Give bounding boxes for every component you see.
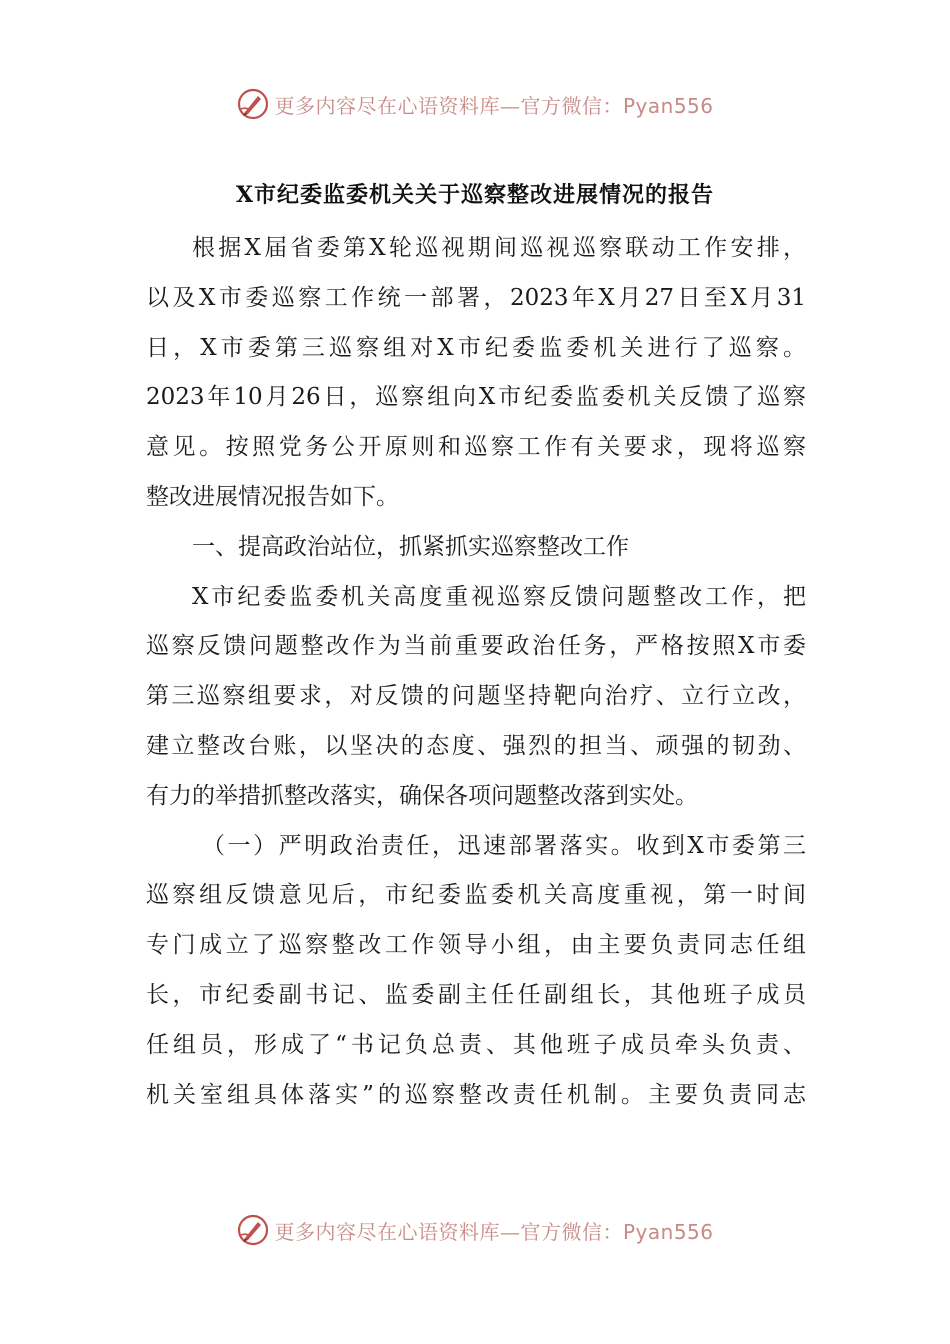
- body-line: 机关室组具体落实”的巡察整改责任机制。主要负责同志: [146, 1081, 806, 1108]
- document-title: X市纪委监委机关关于巡察整改进展情况的报告: [235, 182, 715, 208]
- body-line: 以及X市委巡察工作统一部署，2023年X月27日至X月31: [146, 284, 806, 311]
- watermark-text: [274, 1216, 713, 1245]
- body-line: 根据X届省委第X轮巡视期间巡视巡察联动工作安排，: [192, 235, 806, 261]
- body-line: 整改进展情况报告如下。: [146, 483, 399, 510]
- body-line: 第三巡察组要求，对反馈的问题坚持靶向治疗、立行立改，: [146, 683, 806, 710]
- footer-watermark: [0, 1210, 950, 1250]
- body-line: 专门成立了巡察整改工作领导小组，由主要负责同志任组: [146, 932, 806, 959]
- body-line: 2023年10月26日，巡察组向X市纪委监委机关反馈了巡察: [146, 384, 806, 411]
- watermark-id: Pyan556: [622, 93, 714, 118]
- body-line: 日，X市委第三巡察组对X市纪委监委机关进行了巡察。: [146, 334, 806, 361]
- body-line: 巡察反馈问题整改作为当前重要政治任务，严格按照X市委: [146, 633, 806, 660]
- body-line: 长，市纪委副书记、监委副主任任副组长，其他班子成员: [146, 981, 806, 1008]
- watermark-prefix: 更多内容尽在心语资料库—官方微信：: [274, 1219, 623, 1244]
- body-line: 有力的举措抓整改落实，确保各项问题整改落到实处。: [146, 782, 698, 809]
- watermark-text: [274, 90, 713, 119]
- document-body: [146, 224, 806, 1120]
- pen-logo-icon: [236, 1213, 270, 1247]
- watermark-prefix: 更多内容尽在心语资料库—官方微信：: [274, 93, 623, 118]
- body-line: X市纪委监委机关高度重视巡察反馈问题整改工作，把: [192, 583, 806, 610]
- body-line: 任组员，形成了“书记负总责、其他班子成员牵头负责、: [146, 1031, 806, 1058]
- subsection-line: （一）严明政治责任，迅速部署落实。收到X市委第三: [202, 832, 806, 859]
- section-heading: 一、提高政治站位，抓紧抓实巡察整改工作: [192, 533, 629, 560]
- body-line: 建立整改台账，以坚决的态度、强烈的担当、顽强的韧劲、: [146, 732, 806, 759]
- watermark-id: Pyan556: [622, 1219, 714, 1244]
- body-line: 意见。按照党务公开原则和巡察工作有关要求，现将巡察: [146, 434, 806, 461]
- header-watermark: [0, 84, 950, 124]
- body-line: 巡察组反馈意见后，市纪委监委机关高度重视，第一时间: [146, 882, 806, 909]
- pen-logo-icon: [236, 87, 270, 121]
